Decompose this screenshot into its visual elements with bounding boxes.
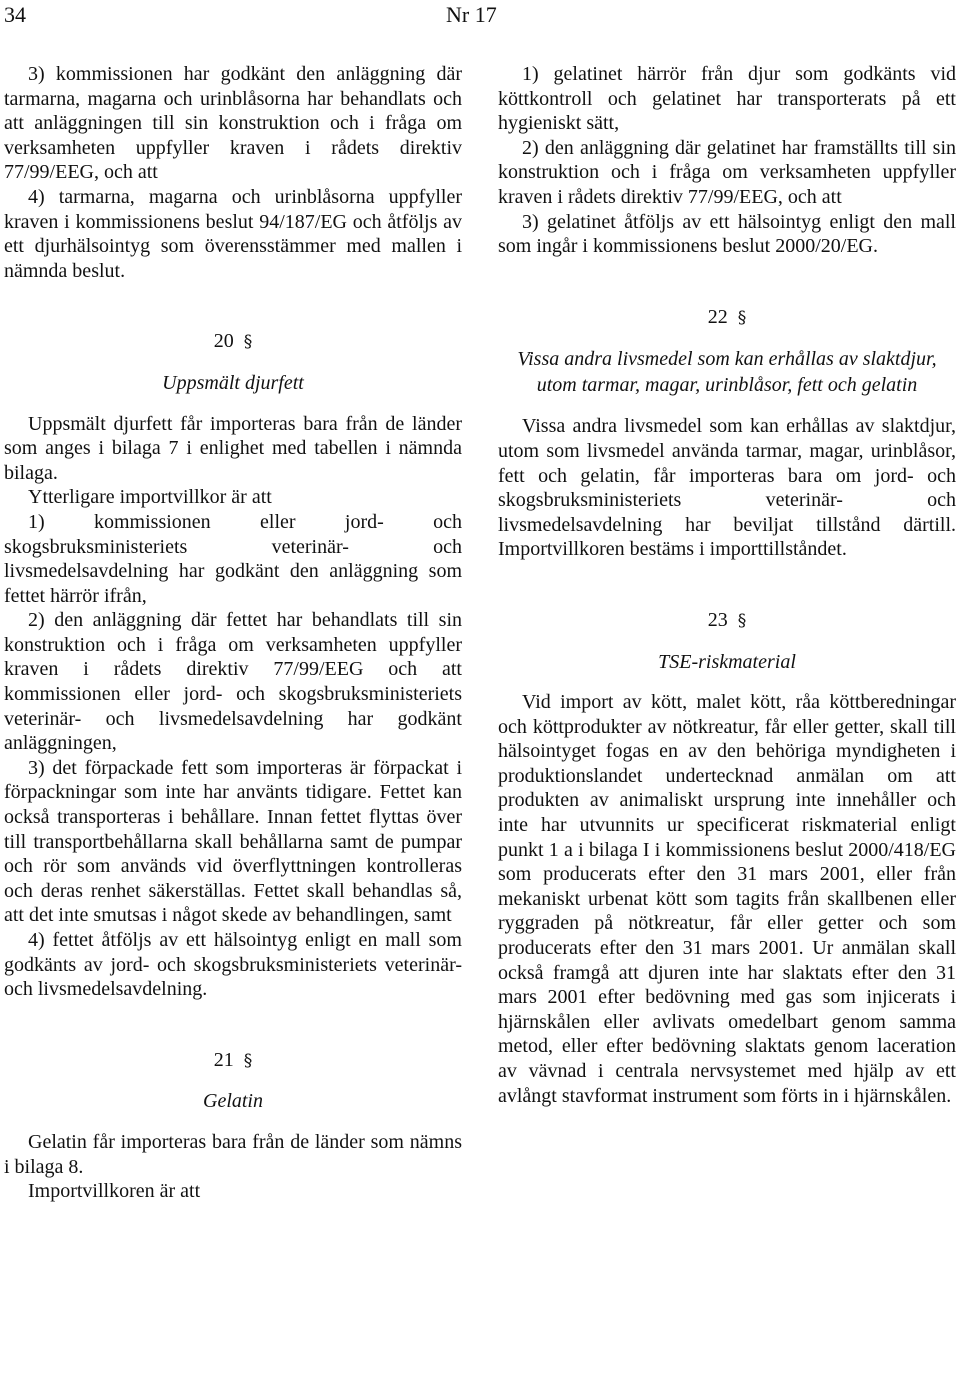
right-column (498, 62, 956, 1108)
section-number: 23 (707, 608, 728, 631)
section-number: 20 (213, 330, 234, 353)
paragraph: 3) det förpackade fett som importeras är förpackat i förpackningar som inte har använts tidigare. Fettet kan också transporteras i behållare. Innan fettet flyttas över till transportbehållarna skall behållarna samt de pumpar och rör som används vid överflyttningen kontrolleras och deras renhet säkerställas. Fettet skall behandlas så, att det inte smutsas i något skede av behandlingen, samt (4, 756, 462, 927)
paragraph: Gelatin får importeras bara från de länder som nämns i bilaga 8. (4, 1130, 462, 1178)
section-sign: § (737, 307, 747, 328)
paragraph: 1) gelatinet härrör från djur som godkänts vid köttkontroll och gelatinet har transporterats på ett hygieniskt sätt, (498, 63, 956, 135)
paragraph: 1) kommissionen eller jord- och skogsbruksministeriets veterinär- och livsmedelsavdelning har godkänt den anläggning som fettet härrör ifrån, (4, 510, 462, 607)
page-number: 34 (4, 2, 26, 27)
section-20 (4, 329, 462, 1001)
section-sign: § (737, 610, 747, 631)
section-title: Gelatin (203, 1090, 263, 1113)
section-sign: § (243, 332, 253, 353)
paragraph: Vissa andra livsmedel som kan erhållas av slaktdjur, utom som livsmedel använda tarmar, magar, urinblåsor, fett och gelatin, får importeras bara om jord- och skogsbruksministeriets veterinär- och livsmedelsavdelning har beviljat tillstånd därtill. Importvillkoren bestäms i importtillståndet. (498, 415, 956, 561)
paragraph: 3) kommissionen har godkänt den anläggning där tarmarna, magarna och urinblåsorna har behandlats och att anläggningen till sin konstruktion och i fråga om verksamheten uppfyller kraven i rådets direktiv 77/99/EEG, och att (4, 63, 462, 184)
left-column (4, 62, 462, 1204)
section-sign: § (243, 1050, 253, 1071)
section-number: 22 (707, 305, 728, 328)
paragraph: Ytterligare importvillkor är att (28, 486, 272, 509)
section-heading (498, 608, 956, 634)
section-21 (4, 1048, 462, 1204)
page-header (0, 0, 960, 34)
paragraph: 2) den anläggning där gelatinet har framställts till sin konstruktion och i fråga om verksamheten uppfyller kraven i rådets direktiv 77/99/EEG, och att (498, 136, 956, 208)
paragraph: 3) gelatinet åtföljs av ett hälsointyg enligt den mall som ingår i kommissionens beslut 2000/20/EG. (498, 210, 956, 258)
paragraph: Importvillkoren är att (28, 1180, 201, 1203)
paragraph: 4) fettet åtföljs av ett hälsointyg enligt en mall som godkänts av jord- och skogsbruksministeriets veterinär- och livsmedelsavdelning. (4, 929, 462, 1001)
paragraph: Vid import av kött, malet kött, råa köttberedningar och köttprodukter av nötkreatur, får eller getter, skall till hälsointyget fogas en av den behöriga myndigheten i produktionslandet undertecknad anmälan om att produkten av animaliskt ursprung inte innehåller och inte har utvunnits ur specificerat riskmaterial enligt punkt 1 a i bilaga I i kommissionens beslut 2000/418/EG som producerats efter den 31 mars 2001, eller från mekaniskt urbenat kött som tagits från skallbenen eller ryggraden på nötkreatur, får eller getter och som producerats efter den 31 mars 2001. Ur anmälan skall också framgå att djuren inte har slaktats efter den 31 mars 2001 efter bedövning med gas som injicerats i hjärnskålen eller avlivats omedelbart genom samma metod, eller efter bedövning slaktats genom laceration av vävnad i centrala nervsystemet med hjälp av ett avlångt stavformat instrument som förts in i hjärnskålen. (498, 691, 956, 1107)
section-22 (498, 305, 956, 562)
paragraph: 2) den anläggning där fettet har behandlats till sin konstruktion och i fråga om verksamheten uppfyller kraven i rådets direktiv 77/99/EEG och att kommissionen eller jord- och skogsbruksministeriets veterinär- och livsmedelsavdelning har godkänt anläggningen, (4, 609, 462, 755)
issue-number: Nr 17 (446, 2, 497, 27)
section-heading (498, 305, 956, 331)
section-number: 21 (213, 1048, 234, 1071)
paragraph: 4) tarmarna, magarna och urinblåsorna uppfyller kraven i kommissionens beslut 94/187/EG och åtföljs av ett djurhälsointyg som överensstämmer med mallen i nämnda beslut. (4, 185, 462, 282)
section-title: TSE-riskmaterial (658, 650, 796, 673)
section-title: Uppsmält djurfett (162, 371, 304, 394)
section-heading (4, 1048, 462, 1074)
section-heading (4, 329, 462, 355)
section-23 (498, 608, 956, 1108)
section-title: Vissa andra livsmedel som kan erhållas av slaktdjur, utom tarmar, magar, urinblåsor, fett och gelatin (517, 348, 937, 397)
paragraph: Uppsmält djurfett får importeras bara från de länder som anges i bilaga 7 i enlighet med tabellen i nämnda bilaga. (4, 412, 462, 484)
